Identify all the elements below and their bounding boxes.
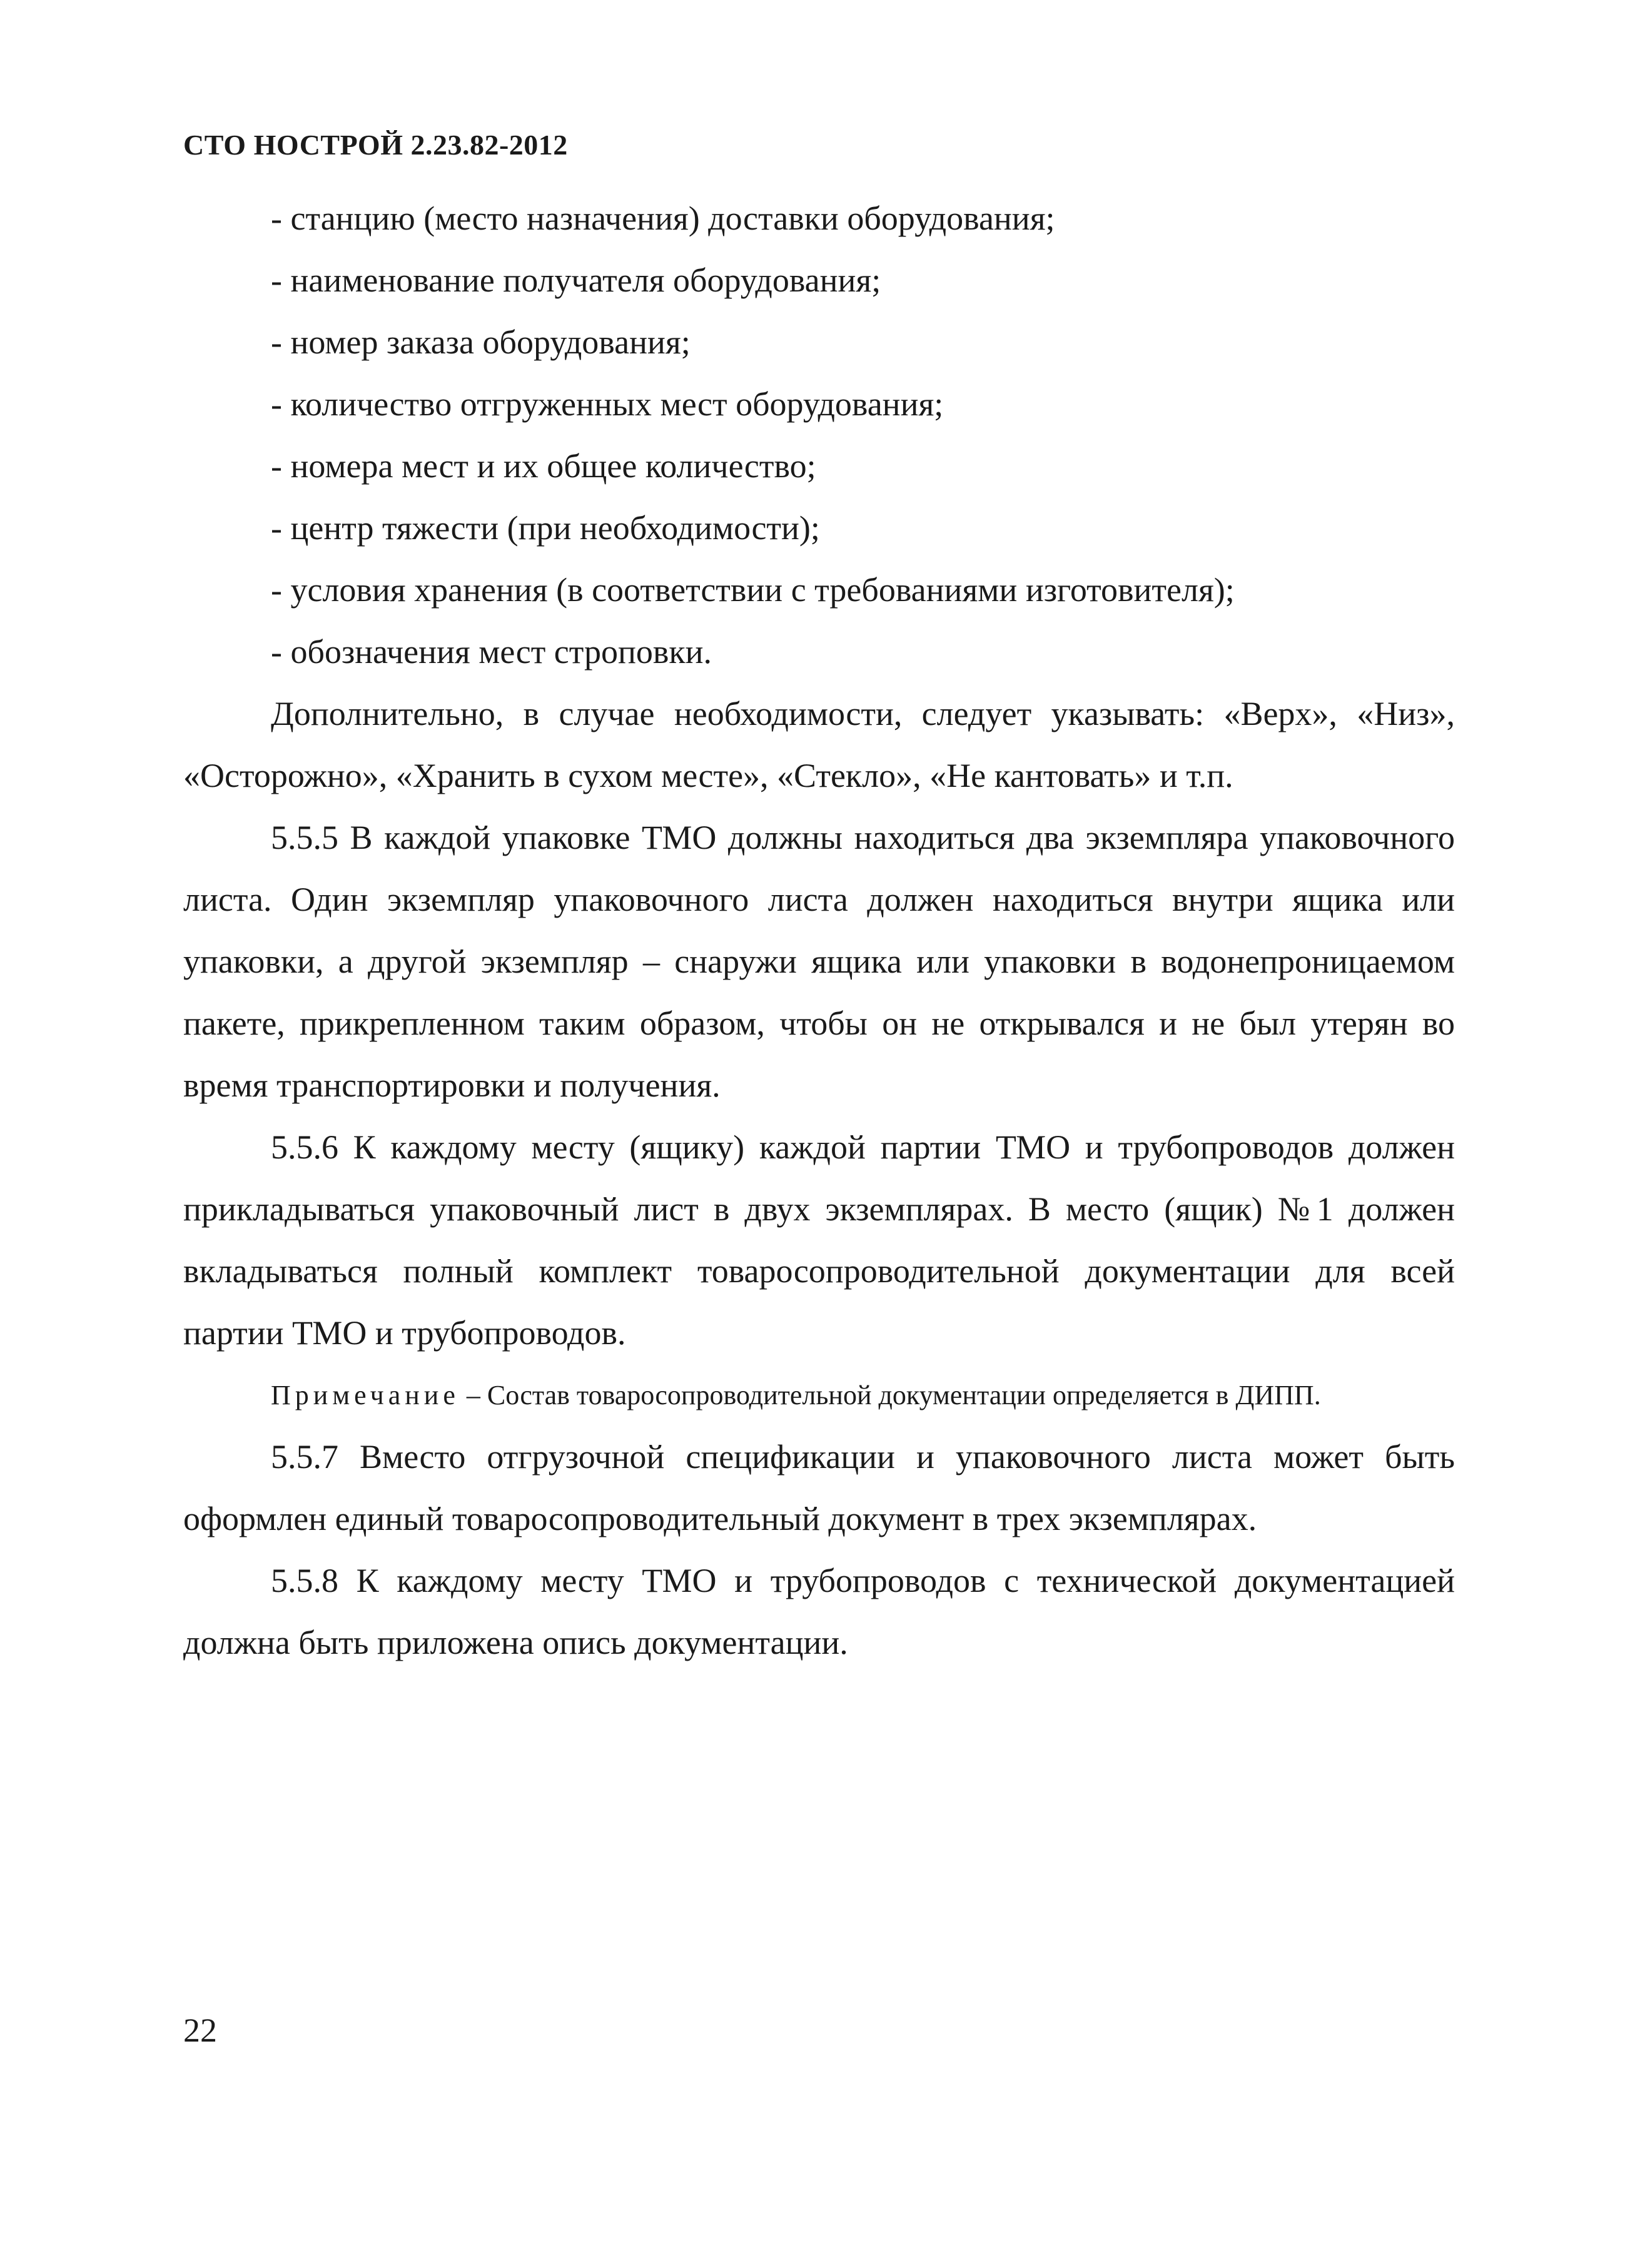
list-item: - наименование получателя оборудования; — [271, 261, 881, 299]
list-item: - условия хранения (в соответствии с требованиями изготовителя); — [271, 571, 1235, 609]
list-item: - обозначения мест строповки. — [271, 633, 712, 671]
paragraph-5-5-6: 5.5.6 К каждому месту (ящику) каждой партии ТМО и трубопроводов должен прикладываться упаковочный лист в двух экземплярах. В место (ящик) №1 должен вкладываться полный комплект товаросопроводительной документации для всей партии ТМО и трубопроводов. — [183, 1128, 1455, 1352]
paragraph-additional-markings: Дополнительно, в случае необходимости, следует указывать: «Верх», «Низ», «Осторожно», «Хранить в сухом месте», «Стекло», «Не кантовать» и т.п. — [183, 695, 1455, 794]
paragraph-5-5-7: 5.5.7 Вместо отгрузочной спецификации и упаковочного листа может быть оформлен единый товаросопроводительный документ в трех экземплярах. — [183, 1438, 1455, 1537]
note-label: Примечание — [271, 1380, 460, 1410]
note — [183, 1364, 1455, 1426]
page-body — [183, 188, 1455, 1674]
list-item: - номер заказа оборудования; — [271, 323, 691, 361]
paragraph-5-5-8: 5.5.8 К каждому месту ТМО и трубопроводов с технической документацией должна быть приложена опись документации. — [183, 1562, 1455, 1661]
list-item: - количество отгруженных мест оборудования; — [271, 385, 944, 423]
list-item: - станцию (место назначения) доставки оборудования; — [271, 200, 1055, 237]
paragraph-5-5-5: 5.5.5 В каждой упаковке ТМО должны находиться два экземпляра упаковочного листа. Один экземпляр упаковочного листа должен находиться внутри ящика или упаковки, а другой экземпляр – снаружи ящика или упаковки в водонепроницаемом пакете, прикрепленном таким образом, чтобы он не открывался и не был утерян во время транспортировки и получения. — [183, 819, 1455, 1104]
document-code-header: СТО НОСТРОЙ 2.23.82-2012 — [183, 129, 568, 161]
note-text: – Состав товаросопроводительной документации определяется в ДИПП. — [459, 1380, 1321, 1410]
list-item: - центр тяжести (при необходимости); — [271, 509, 820, 547]
page-number: 22 — [183, 2012, 217, 2049]
list-item: - номера мест и их общее количество; — [271, 447, 816, 485]
